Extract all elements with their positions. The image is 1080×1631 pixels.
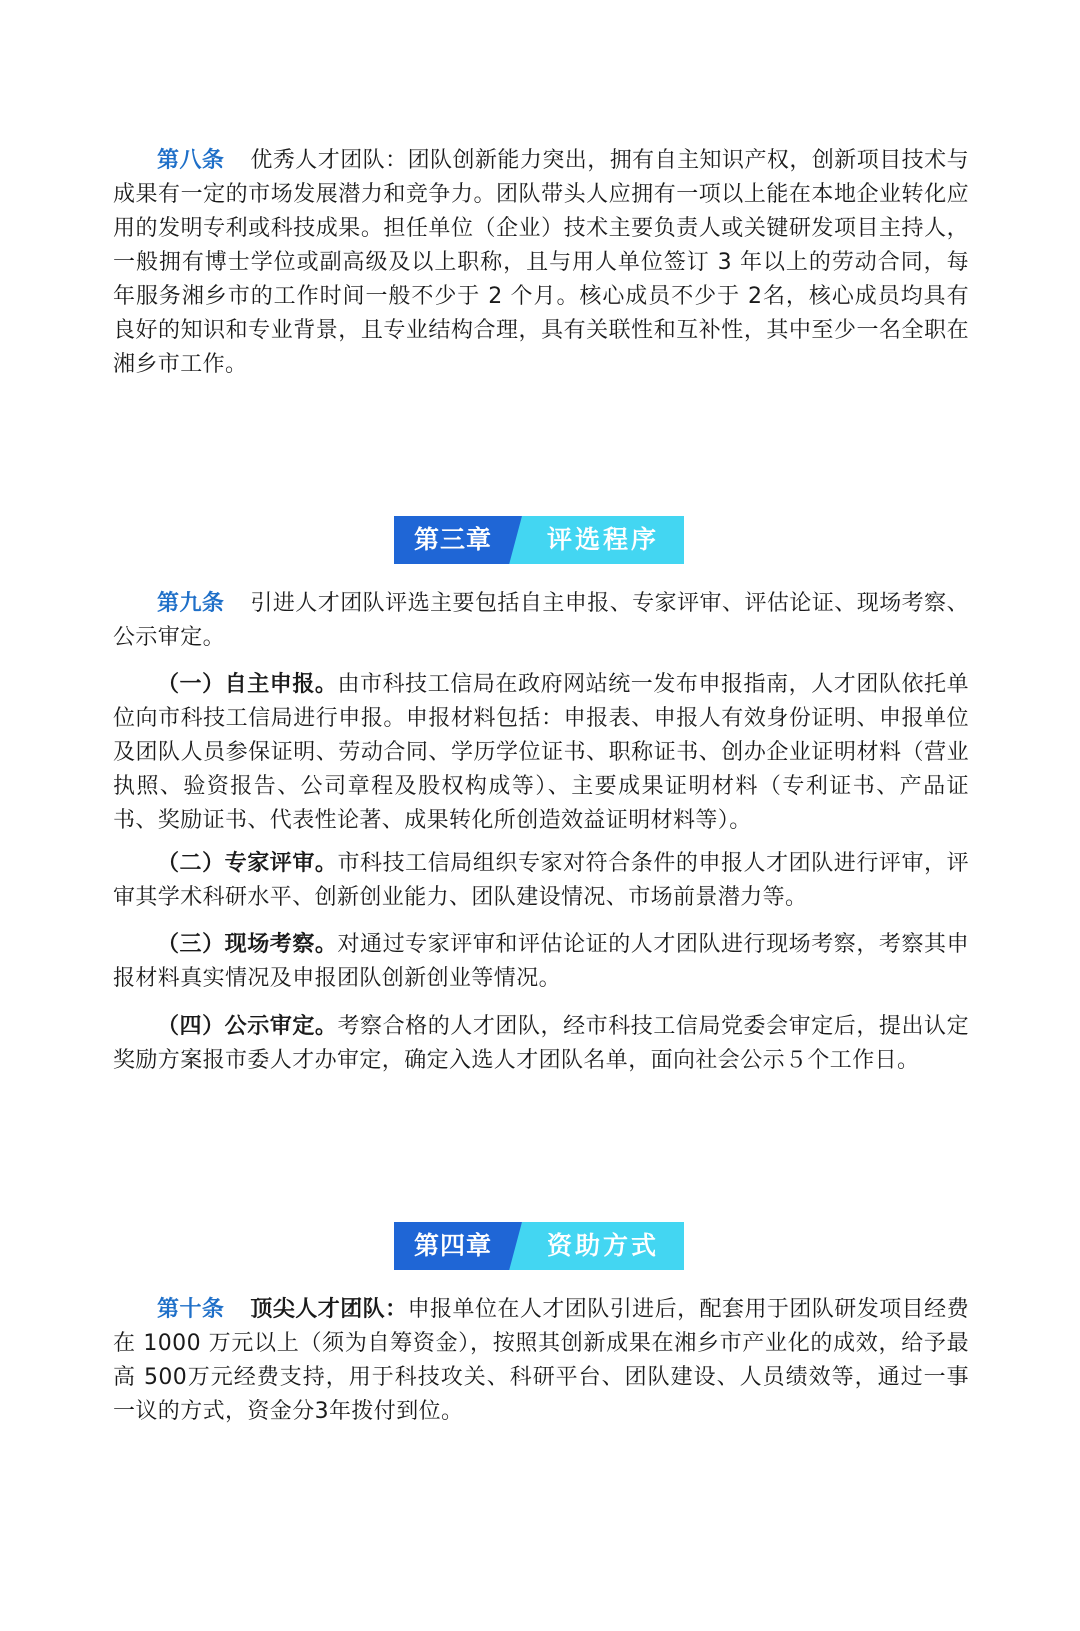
chapter-3-title: 评选程序	[546, 525, 659, 554]
article-10-text: 申报单位在人才团队引进后，配套用于团队研发项目经费在 1000 万元以上（须为自筹资金），按照其创新成果在湘乡市产业化的成效，给予最高 500万元经费支持，用于科技攻关、科研平台、团队建设、人员绩效等，通过一事一议的方式，资金分3年拨付到位。	[113, 1297, 969, 1424]
item-3-lead: （三）现场考察。	[157, 932, 338, 957]
article-8-text: 优秀人才团队：团队创新能力突出，拥有自主知识产权，创新项目技术与成果有一定的市场发展潜力和竞争力。团队带头人应拥有一项以上能在本地企业转化应用的发明专利或科技成果。担任单位（企业）技术主要负责人或关键研发项目主持人，一般拥有博士学位或副高级及以上职称，且与用人单位签订 3 年以上的劳动合同，每年服务湘乡市的工作时间一般不少于 2 个月。核心成员不少于 2名，核心成员均具有良好的知识和专业背景，且专业结构合理，具有关联性和互补性，其中至少一名全职在湘乡市工作。	[113, 148, 970, 377]
article-9-paragraph	[113, 587, 969, 655]
chapter-4-number: 第四章	[413, 1231, 492, 1260]
item-1-lead: （一）自主申报。	[157, 672, 338, 697]
article-8-paragraph	[113, 144, 969, 382]
article-9-label: 第九条	[157, 591, 225, 616]
item-2-paragraph	[113, 847, 969, 915]
chapter-3-banner	[394, 516, 684, 564]
article-10-paragraph	[113, 1293, 969, 1429]
chapter-4-title: 资助方式	[546, 1231, 659, 1260]
article-10-label: 第十条	[157, 1297, 225, 1322]
item-4-paragraph	[113, 1010, 969, 1078]
item-3-paragraph	[113, 928, 969, 996]
chapter-4-banner	[394, 1222, 684, 1270]
article-9-text: 引进人才团队评选主要包括自主申报、专家评审、评估论证、现场考察、公示审定。	[113, 591, 970, 650]
item-1-text: 由市科技工信局在政府网站统一发布申报指南，人才团队依托单位向市科技工信局进行申报。申报材料包括：申报表、申报人有效身份证明、申报单位及团队人员参保证明、劳动合同、学历学位证书、职称证书、创办企业证明材料（营业执照、验资报告、公司章程及股权构成等）、主要成果证明材料（专利证书、产品证书、奖励证书、代表性论著、成果转化所创造效益证明材料等）。	[113, 672, 970, 833]
article-8-label: 第八条	[157, 148, 225, 173]
chapter-3-number: 第三章	[413, 525, 492, 554]
item-1-paragraph	[113, 668, 969, 838]
item-2-lead: （二）专家评审。	[157, 851, 338, 876]
article-10-lead: 顶尖人才团队：	[250, 1297, 408, 1322]
item-4-text: 考察合格的人才团队，经市科技工信局党委会审定后，提出认定奖励方案报市委人才办审定，确定入选人才团队名单，面向社会公示５个工作日。	[113, 1014, 970, 1073]
item-3-text: 对通过专家评审和评估论证的人才团队进行现场考察，考察其申报材料真实情况及申报团队创新创业等情况。	[113, 932, 970, 991]
item-4-lead: （四）公示审定。	[157, 1014, 338, 1039]
item-2-text: 市科技工信局组织专家对符合条件的申报人才团队进行评审，评审其学术科研水平、创新创业能力、团队建设情况、市场前景潜力等。	[113, 851, 970, 910]
